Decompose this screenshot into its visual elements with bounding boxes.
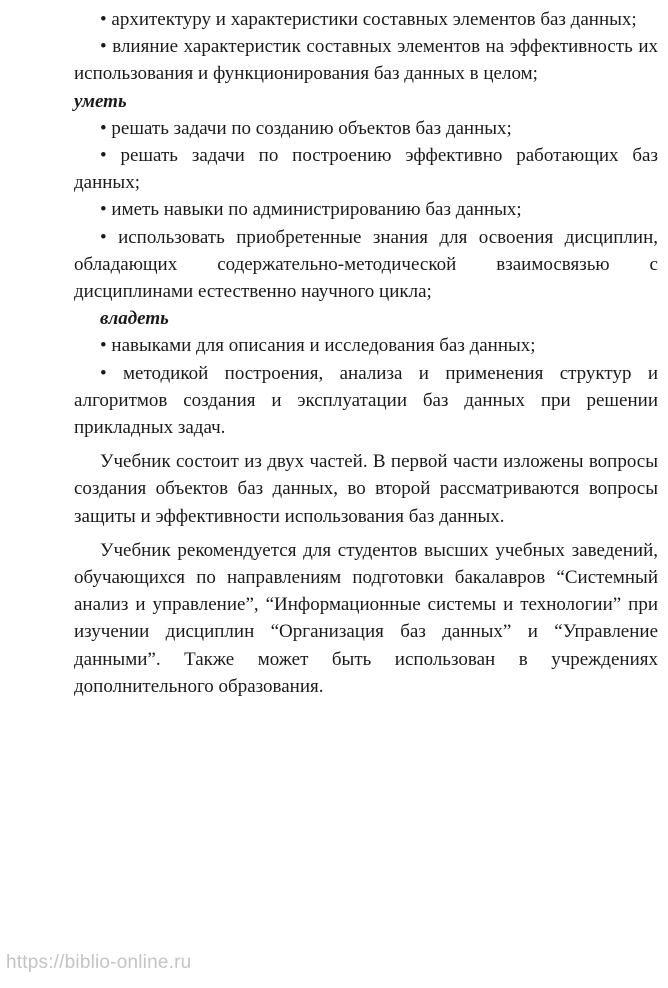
section-heading-vladet: владеть bbox=[100, 308, 169, 330]
bullet-item: • архитектуру и характеристики составных элементов баз данных; bbox=[100, 9, 637, 30]
bullet-item: • навыками для описания и исследования баз данных; bbox=[100, 335, 536, 357]
bullet-item: • решать задачи по построению эффективно работающих баз данных; bbox=[74, 145, 658, 194]
bullet-item: • методикой построения, анализа и применения структур и алгоритмов создания и эксплуатации баз данных при решении прикладных задач. bbox=[74, 362, 658, 439]
source-watermark: https://biblio-online.ru bbox=[6, 952, 192, 973]
bullet-item: • использовать приобретенные знания для освоения дисциплин, обладающих содержательно-методической взаимосвязью с дисциплинами естественно научного цикла; bbox=[74, 226, 658, 303]
bullet-item: • влияние характеристик составных элементов на эффективность их использования и функционирования баз данных в целом; bbox=[74, 36, 658, 85]
body-paragraph: Учебник состоит из двух частей. В первой части изложены вопросы создания объектов баз данных, во второй рассматриваются вопросы защиты и эффективности использования баз данных. bbox=[74, 451, 658, 527]
bullet-item: • иметь навыки по администрированию баз данных; bbox=[100, 199, 522, 221]
bullet-item: • решать задачи по созданию объектов баз данных; bbox=[100, 117, 512, 139]
page-body bbox=[74, 6, 658, 700]
body-paragraph: Учебник рекомендуется для студентов высших учебных заведений, обучающихся по направлениям подготовки бакалавров “Системный анализ и управление”, “Информационные системы и технологии” при изучении дисциплин “Организация баз данных” и “Управление данными”. Также может быть использован в учреждениях дополнительного образования. bbox=[74, 539, 658, 697]
section-heading-umet: уметь bbox=[74, 90, 127, 112]
